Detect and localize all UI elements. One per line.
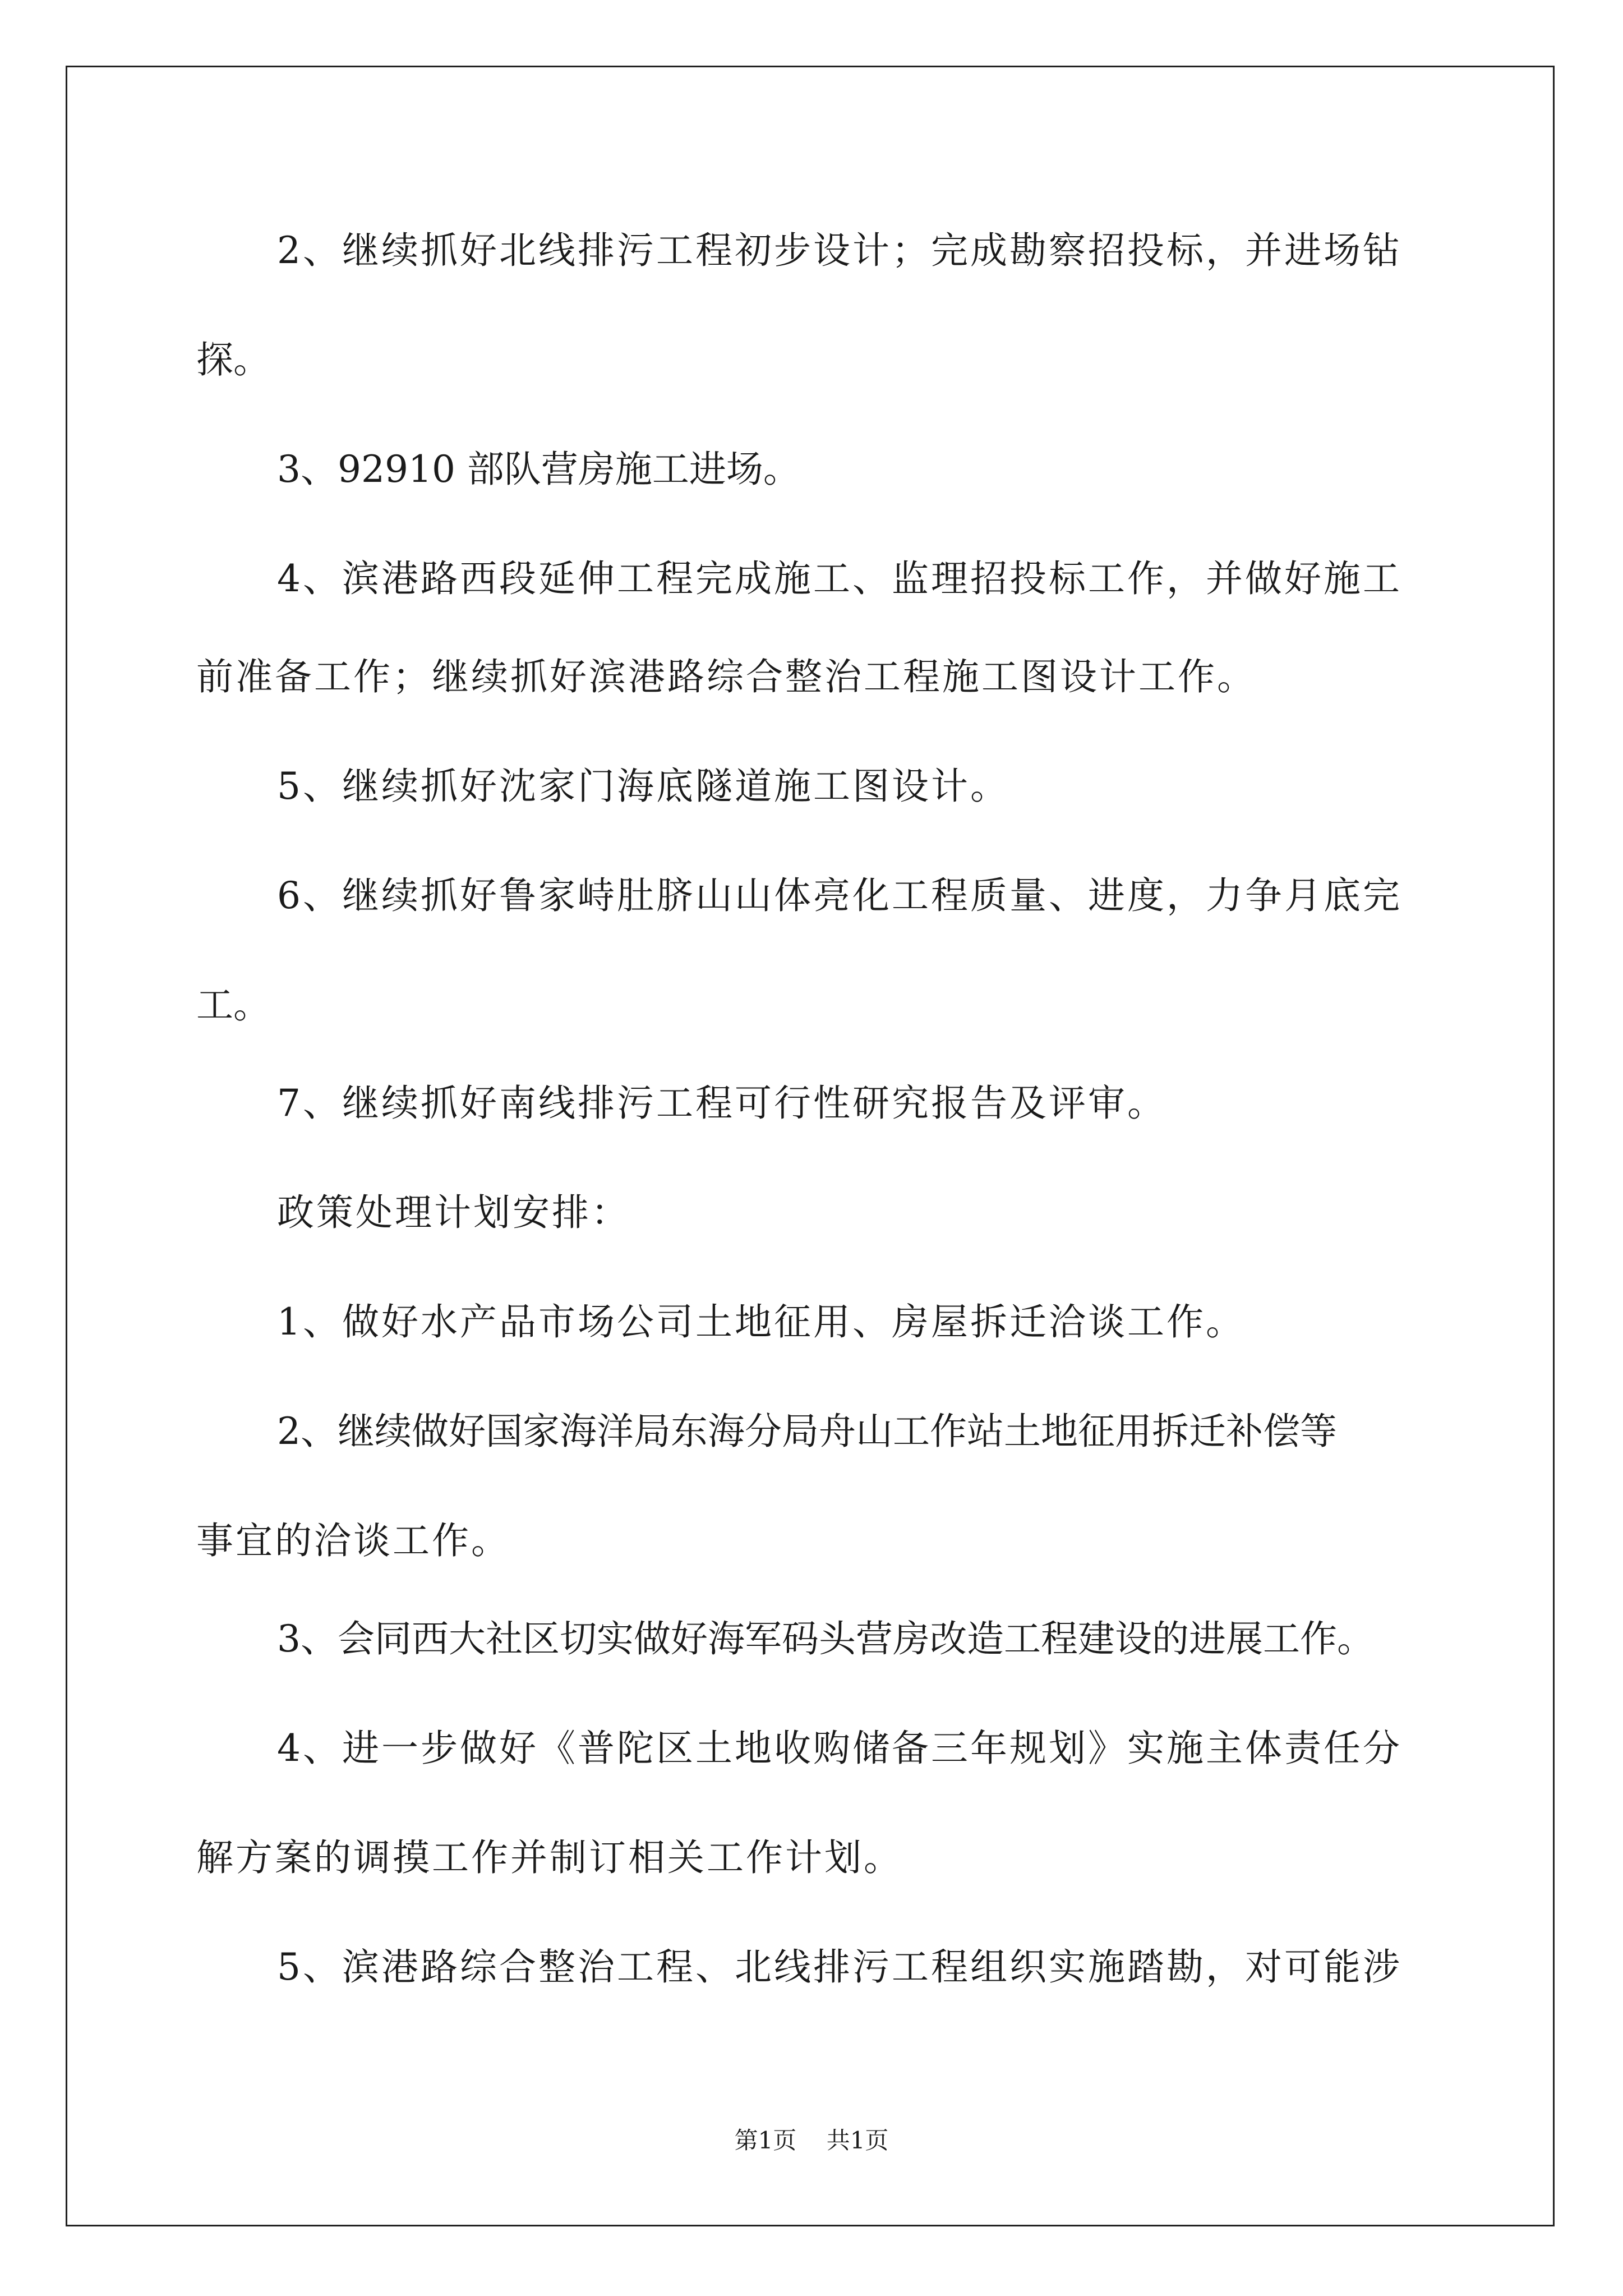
text-line: 7、继续抓好南线排污工程可行性研究报告及评审。 — [277, 1082, 1166, 1125]
text-line: 6、继续抓好鲁家峙肚脐山山体亮化工程质量、进度，力争月底完 — [277, 874, 1402, 917]
text-line: 2、继续做好国家海洋局东海分局舟山工作站土地征用拆迁补偿等 — [277, 1410, 1337, 1453]
text-line: 5、继续抓好沈家门海底隧道施工图设计。 — [277, 765, 1009, 808]
text-line: 2、继续抓好北线排污工程初步设计；完成勘察招投标，并进场钻 — [277, 229, 1402, 272]
page-total: 共1页 — [826, 2127, 889, 2154]
text-line: 前准备工作；继续抓好滨港路综合整治工程施工图设计工作。 — [196, 655, 1256, 698]
text-line: 1、做好水产品市场公司土地征用、房屋拆迁洽谈工作。 — [277, 1300, 1245, 1343]
text-line: 事宜的洽谈工作。 — [196, 1519, 510, 1562]
page-footer — [0, 2129, 1623, 2152]
page-number: 第1页 — [734, 2127, 797, 2154]
text-line: 4、滨港路西段延伸工程完成施工、监理招投标工作，并做好施工 — [277, 557, 1402, 600]
text-line: 3、会同西大社区切实做好海军码头营房改造工程建设的进展工作。 — [277, 1617, 1374, 1660]
text-line: 5、滨港路综合整治工程、北线排污工程组织实施踏勘，对可能涉 — [277, 1945, 1402, 1989]
page-border — [66, 66, 1555, 2226]
text-line: 3、92910 部队营房施工进场。 — [277, 448, 800, 491]
text-line: 4、进一步做好《普陀区土地收购储备三年规划》实施主体责任分 — [277, 1727, 1402, 1770]
text-line: 工。 — [196, 983, 270, 1027]
text-line: 探。 — [196, 338, 270, 381]
text-line: 解方案的调摸工作并制订相关工作计划。 — [196, 1836, 903, 1879]
text-line: 政策处理计划安排： — [277, 1191, 630, 1234]
